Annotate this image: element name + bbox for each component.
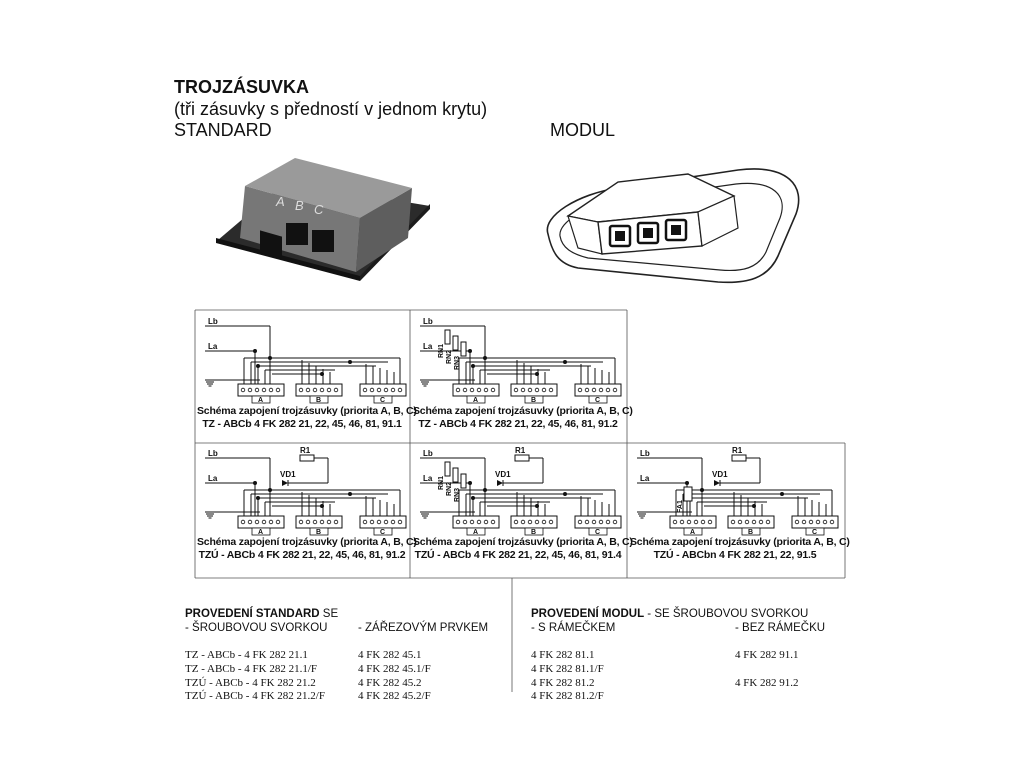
terminal-screw: [327, 388, 331, 392]
terminal-screw: [795, 520, 799, 524]
terminal-screw: [766, 520, 770, 524]
r1-label: R1: [515, 446, 526, 455]
scheme-1-caption: Schéma zapojení trojzásuvky (priorita A, B, C): [197, 405, 417, 417]
terminal-screw: [809, 520, 813, 524]
terminal-screw: [738, 520, 742, 524]
terminal-screw: [262, 388, 266, 392]
diode-vd1: [714, 480, 720, 486]
terminal-screw: [549, 520, 553, 524]
terminal-screw: [241, 388, 245, 392]
diagram-label: Lb: [423, 317, 433, 326]
terminal-screw: [313, 520, 317, 524]
terminal-screw: [299, 388, 303, 392]
page-title: TROJZÁSUVKA: [174, 77, 310, 97]
terminal-screw: [491, 520, 495, 524]
terminal-screw: [613, 388, 617, 392]
standard-label: STANDARD: [174, 120, 272, 140]
terminal-screw: [299, 520, 303, 524]
junction-dot: [483, 356, 487, 360]
terminal-screw: [262, 520, 266, 524]
terminal-screw: [830, 520, 834, 524]
terminal-screw: [306, 520, 310, 524]
scheme-5-codes: TZÚ - ABCbn 4 FK 282 21, 22, 91.5: [653, 549, 817, 561]
terminal-label: C: [380, 397, 386, 404]
terminal-screw: [255, 388, 259, 392]
modul-col2-header: - BEZ RÁMEČKU: [735, 622, 826, 634]
terminal-screw: [320, 520, 324, 524]
junction-dot: [752, 504, 756, 508]
scheme-5-caption: Schéma zapojení trojzásuvky (priorita A, B, C): [630, 536, 850, 548]
terminal-screw: [528, 520, 532, 524]
fa1-label: FA1: [677, 500, 684, 513]
scheme-4-caption: Schéma zapojení trojzásuvky (priorita A, B, C): [413, 536, 633, 548]
resistor-rn3: [461, 342, 466, 356]
junction-dot: [471, 496, 475, 500]
rn1-label: RN1: [438, 343, 445, 358]
terminal-screw: [549, 388, 553, 392]
terminal-screw: [521, 388, 525, 392]
socket-letter-c: C: [314, 202, 324, 217]
terminal-label: B: [531, 529, 537, 536]
terminal-label: C: [380, 529, 386, 536]
rn3-label: RN3: [454, 355, 461, 370]
terminal-screw: [759, 520, 763, 524]
terminal-screw: [708, 520, 712, 524]
vd1-label: VD1: [712, 470, 728, 479]
wiring-panel: [637, 446, 838, 536]
scheme-1-codes: TZ - ABCb 4 FK 282 21, 22, 45, 46, 81, 91.1: [202, 418, 402, 430]
scheme-3-codes: TZÚ - ABCb 4 FK 282 21, 22, 45, 46, 81, 91.2: [198, 549, 406, 561]
table-row: 4 FK 282 91.2: [735, 677, 799, 689]
junction-dot: [253, 481, 257, 485]
rn1-label: RN1: [438, 475, 445, 490]
junction-dot: [535, 372, 539, 376]
rn2-label: RN2: [446, 349, 453, 364]
junction-dot: [256, 364, 260, 368]
terminal-screw: [391, 520, 395, 524]
terminal-screw: [687, 520, 691, 524]
terminal-screw: [599, 520, 603, 524]
junction-dot: [320, 504, 324, 508]
resistor-rn1: [445, 330, 450, 344]
terminal-screw: [334, 520, 338, 524]
modul-heading-rest: - SE ŠROUBOVOU SVORKOU: [644, 608, 809, 620]
terminal-screw: [491, 388, 495, 392]
diagram-label: La: [423, 342, 433, 351]
terminal-screw: [477, 520, 481, 524]
terminal-label: C: [812, 529, 818, 536]
resistor-rn2: [453, 468, 458, 482]
diagram-label: Lb: [208, 317, 218, 326]
terminal-label: B: [531, 397, 537, 404]
resistor-rn1: [445, 462, 450, 476]
terminal-screw: [585, 520, 589, 524]
junction-dot: [535, 504, 539, 508]
terminal-screw: [276, 520, 280, 524]
diagram-label: La: [640, 474, 650, 483]
junction-dot: [468, 481, 472, 485]
fuse-fa1: [684, 487, 692, 501]
terminal-screw: [680, 520, 684, 524]
junction-dot: [563, 492, 567, 496]
terminal-screw: [391, 388, 395, 392]
socket-letter-a: A: [276, 194, 285, 209]
page-subtitle: (tři zásuvky s předností v jednom krytu): [174, 99, 488, 119]
terminal-screw: [542, 520, 546, 524]
table-row: TZÚ - ABCb - 4 FK 282 21.2: [185, 677, 316, 689]
terminal-label: A: [473, 397, 479, 404]
terminal-screw: [456, 520, 460, 524]
diode-vd1: [282, 480, 288, 486]
resistor-r1: [300, 455, 314, 461]
terminal-screw: [327, 520, 331, 524]
diode-vd1: [497, 480, 503, 486]
scheme-3-caption: Schéma zapojení trojzásuvky (priorita A, B, C): [197, 536, 417, 548]
diagram-label: Lb: [640, 449, 650, 458]
terminal-screw: [701, 520, 705, 524]
terminal-label: A: [258, 397, 264, 404]
terminal-screw: [470, 520, 474, 524]
terminal-screw: [463, 520, 467, 524]
terminal-screw: [731, 520, 735, 524]
junction-dot: [253, 349, 257, 353]
standard-section-heading: [185, 608, 338, 620]
terminal-screw: [363, 388, 367, 392]
terminal-screw: [578, 520, 582, 524]
terminal-screw: [694, 520, 698, 524]
junction-dot: [348, 360, 352, 364]
terminal-screw: [613, 520, 617, 524]
diagram-label: La: [208, 474, 218, 483]
table-row: 4 FK 282 81.1/F: [531, 663, 604, 675]
terminal-screw: [248, 388, 252, 392]
terminal-screw: [535, 388, 539, 392]
terminal-screw: [269, 520, 273, 524]
table-row: 4 FK 282 45.2/F: [358, 690, 431, 702]
terminal-screw: [484, 520, 488, 524]
terminal-screw: [752, 520, 756, 524]
diagram-label: La: [208, 342, 218, 351]
modul-label: MODUL: [550, 120, 616, 140]
table-row: 4 FK 282 91.1: [735, 649, 799, 661]
junction-dot: [700, 488, 704, 492]
table-row: 4 FK 282 45.2: [358, 677, 422, 689]
terminal-label: B: [316, 397, 322, 404]
terminal-screw: [470, 388, 474, 392]
terminal-screw: [398, 520, 402, 524]
rn3-label: RN3: [454, 487, 461, 502]
terminal-screw: [578, 388, 582, 392]
table-row: 4 FK 282 45.1/F: [358, 663, 431, 675]
terminal-screw: [456, 388, 460, 392]
terminal-label: C: [595, 397, 601, 404]
terminal-screw: [334, 388, 338, 392]
terminal-screw: [592, 520, 596, 524]
standard-heading-rest: SE: [319, 608, 339, 620]
terminal-screw: [528, 388, 532, 392]
scheme-2-codes: TZ - ABCb 4 FK 282 21, 22, 45, 46, 81, 91.2: [418, 418, 618, 430]
table-row: TZ - ABCb - 4 FK 282 21.1: [185, 649, 308, 661]
resistor-r1: [515, 455, 529, 461]
junction-dot: [256, 496, 260, 500]
terminal-screw: [377, 388, 381, 392]
terminal-screw: [384, 388, 388, 392]
scheme-2-caption: Schéma zapojení trojzásuvky (priorita A, B, C): [413, 405, 633, 417]
table-row: 4 FK 282 81.2: [531, 677, 595, 689]
junction-dot: [268, 488, 272, 492]
terminal-screw: [585, 388, 589, 392]
terminal-screw: [606, 388, 610, 392]
table-row: TZÚ - ABCb - 4 FK 282 21.2/F: [185, 690, 325, 702]
resistor-rn3: [461, 474, 466, 488]
terminal-screw: [535, 520, 539, 524]
terminal-screw: [370, 388, 374, 392]
table-row: 4 FK 282 81.2/F: [531, 690, 604, 702]
terminal-screw: [463, 388, 467, 392]
terminal-screw: [269, 388, 273, 392]
terminal-screw: [745, 520, 749, 524]
modul-heading-bold: PROVEDENÍ MODUL: [531, 608, 645, 620]
terminal-screw: [377, 520, 381, 524]
junction-dot: [471, 364, 475, 368]
vd1-label: VD1: [495, 470, 511, 479]
scheme-4-codes: TZÚ - ABCb 4 FK 282 21, 22, 45, 46, 81, 91.4: [414, 549, 622, 561]
terminal-screw: [276, 388, 280, 392]
terminal-screw: [248, 520, 252, 524]
resistor-rn2: [453, 336, 458, 350]
terminal-screw: [514, 388, 518, 392]
terminal-label: B: [748, 529, 754, 536]
terminal-screw: [384, 520, 388, 524]
terminal-screw: [542, 388, 546, 392]
junction-dot: [320, 372, 324, 376]
rn2-label: RN2: [446, 481, 453, 496]
terminal-screw: [477, 388, 481, 392]
r1-label: R1: [300, 446, 311, 455]
junction-dot: [348, 492, 352, 496]
standard-heading-bold: PROVEDENÍ STANDARD: [185, 608, 320, 620]
terminal-screw: [592, 388, 596, 392]
table-row: 4 FK 282 81.1: [531, 649, 595, 661]
terminal-screw: [521, 520, 525, 524]
wiring-panel: [420, 446, 621, 536]
socket-letter-b: B: [295, 198, 304, 213]
terminal-label: A: [258, 529, 264, 536]
terminal-screw: [363, 520, 367, 524]
terminal-label: A: [473, 529, 479, 536]
terminal-label: A: [690, 529, 696, 536]
junction-dot: [483, 488, 487, 492]
terminal-label: B: [316, 529, 322, 536]
r1-label: R1: [732, 446, 743, 455]
junction-dot: [468, 349, 472, 353]
diagram-label: Lb: [423, 449, 433, 458]
terminal-screw: [802, 520, 806, 524]
terminal-screw: [484, 388, 488, 392]
junction-dot: [780, 492, 784, 496]
terminal-screw: [398, 388, 402, 392]
modul-section-heading: [531, 608, 808, 620]
terminal-screw: [370, 520, 374, 524]
resistor-r1: [732, 455, 746, 461]
modul-col1-header: - S RÁMEČKEM: [531, 622, 616, 634]
standard-col2-header: - ZÁŘEZOVÝM PRVKEM: [358, 622, 489, 634]
terminal-screw: [816, 520, 820, 524]
terminal-screw: [673, 520, 677, 524]
vd1-label: VD1: [280, 470, 296, 479]
terminal-screw: [313, 388, 317, 392]
wiring-panel: [205, 317, 406, 404]
terminal-screw: [599, 388, 603, 392]
terminal-screw: [606, 520, 610, 524]
junction-dot: [685, 481, 689, 485]
terminal-label: C: [595, 529, 601, 536]
table-row: TZ - ABCb - 4 FK 282 21.1/F: [185, 663, 318, 675]
junction-dot: [563, 360, 567, 364]
terminal-screw: [306, 388, 310, 392]
terminal-screw: [320, 388, 324, 392]
diagram-label: La: [423, 474, 433, 483]
table-row: 4 FK 282 45.1: [358, 649, 422, 661]
junction-dot: [268, 356, 272, 360]
terminal-screw: [823, 520, 827, 524]
wiring-panel: [420, 317, 621, 404]
diagram-label: Lb: [208, 449, 218, 458]
terminal-screw: [255, 520, 259, 524]
standard-col1-header: - ŠROUBOVOU SVORKOU: [185, 622, 328, 634]
terminal-screw: [514, 520, 518, 524]
wiring-panel: [205, 446, 406, 536]
terminal-screw: [241, 520, 245, 524]
